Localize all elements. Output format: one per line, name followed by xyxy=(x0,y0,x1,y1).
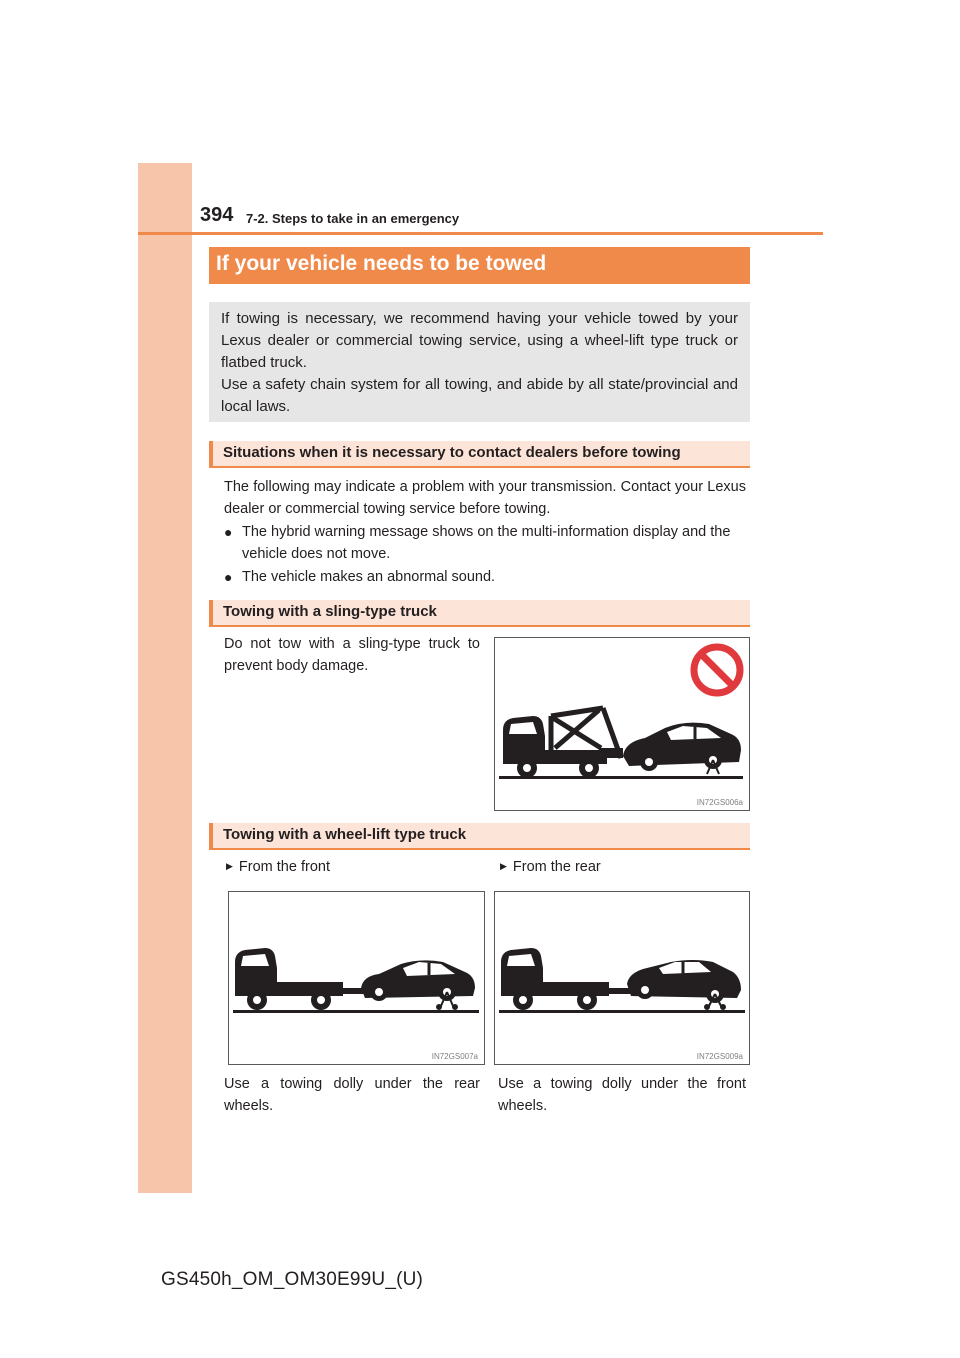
front-tow-caption: Use a towing dolly under the rear wheels. xyxy=(224,1076,480,1114)
figure-code: IN72GS009a xyxy=(696,1052,743,1061)
front-tow-figure xyxy=(228,891,485,1065)
bullet-item xyxy=(224,566,746,588)
section-title-bar xyxy=(209,247,750,284)
from-rear-text: From the rear xyxy=(512,859,601,875)
intro-box xyxy=(209,302,750,422)
bullet-text: The hybrid warning message shows on the multi-information display and the vehicle does not move. xyxy=(242,524,731,562)
intro-paragraph-2: Use a safety chain system for all towing, and abide by all state/provincial and local laws. xyxy=(221,376,738,415)
from-front-label xyxy=(226,859,330,875)
contact-dealers-text: The following may indicate a problem with your transmission. Contact your Lexus dealer or commercial towing service before towing. xyxy=(224,479,746,517)
front-tow-illustration xyxy=(229,892,484,1064)
prohibition-icon xyxy=(694,647,740,693)
rear-tow-caption: Use a towing dolly under the front wheels. xyxy=(498,1076,746,1114)
sling-truck-illustration xyxy=(495,638,749,810)
bullet-dot-icon: ● xyxy=(224,524,233,540)
section-title: If your vehicle needs to be towed xyxy=(216,252,547,275)
wheel-lift-heading-bar xyxy=(209,823,750,850)
bullet-dot-icon: ● xyxy=(224,569,233,585)
triangle-bullet-icon: ▶ xyxy=(500,861,507,871)
bullet-item xyxy=(224,521,746,565)
intro-paragraph-1: If towing is necessary, we recommend having your vehicle towed by your Lexus dealer or commercial towing service, using a wheel-lift type truck or flatbed truck. xyxy=(221,310,738,371)
side-tab-strip xyxy=(138,163,192,1193)
contact-dealers-heading-bar xyxy=(209,441,750,468)
from-rear-label xyxy=(500,859,601,875)
page-number: 394 xyxy=(200,204,234,226)
triangle-bullet-icon: ▶ xyxy=(226,861,233,871)
manual-code-footer: GS450h_OM_OM30E99U_(U) xyxy=(161,1269,424,1290)
wheel-lift-heading: Towing with a wheel-lift type truck xyxy=(223,826,467,843)
contact-dealers-heading: Situations when it is necessary to contact dealers before towing xyxy=(223,444,681,461)
from-front-text: From the front xyxy=(238,859,330,875)
figure-code: IN72GS007a xyxy=(431,1052,478,1061)
sling-truck-figure xyxy=(494,637,750,811)
header-rule xyxy=(138,232,823,235)
sling-heading: Towing with a sling-type truck xyxy=(223,603,437,620)
sling-heading-bar xyxy=(209,600,750,627)
sling-text: Do not tow with a sling-type truck to prevent body damage. xyxy=(224,636,480,674)
rear-tow-illustration xyxy=(495,892,749,1064)
rear-tow-figure xyxy=(494,891,750,1065)
section-path: 7-2. Steps to take in an emergency xyxy=(246,211,460,226)
bullet-text: The vehicle makes an abnormal sound. xyxy=(242,569,496,585)
figure-code: IN72GS006a xyxy=(696,798,743,807)
